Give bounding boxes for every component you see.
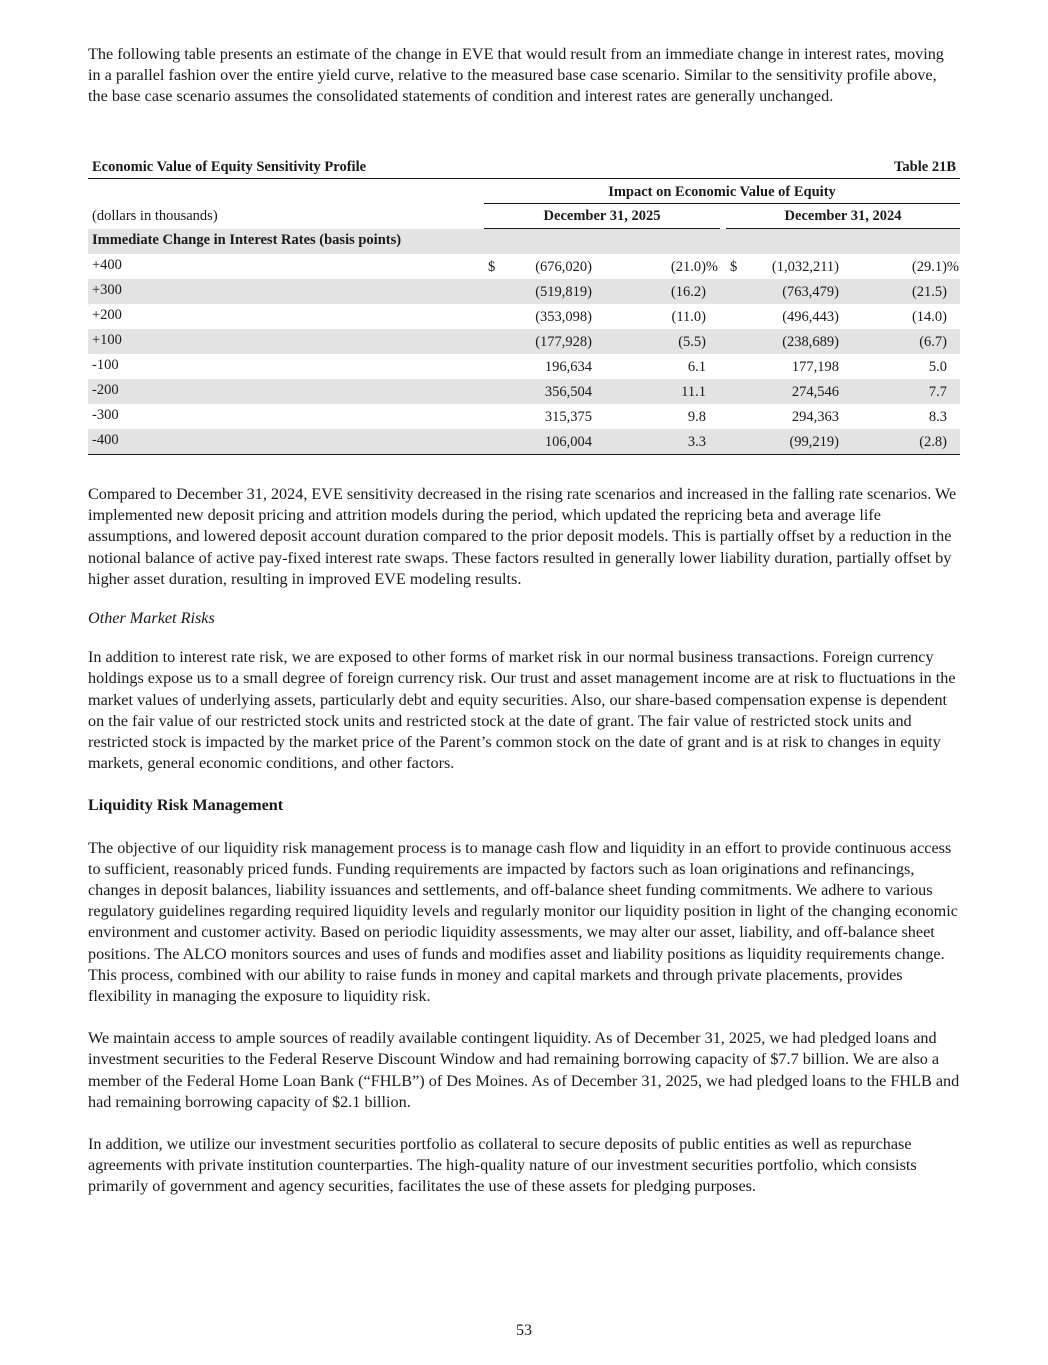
percent-2025: (11.0): [671, 309, 706, 325]
value-2024: (99,219): [789, 434, 839, 450]
paragraph-liquidity-1: The objective of our liquidity risk management process is to manage cash flow and liquidity in an effort to provide continuous access to sufficient, reasonably priced funds. Funding requirements are impacted by factors such as loan originations and refinancings, changes in deposit balances, liability issuances and settlements, and off-balance sheet funding commitments. We adhere to various regulatory guidelines regarding required liquidity levels and regularly monitor our liquidity position in light of the changing economic environment and customer activity. Based on periodic liquidity assessments, we may alter our asset, liability, and off-balance sheet positions. The ALCO monitors sources and uses of funds and modifies asset and liability positions as liquidity requirements change. This process, combined with our ability to raise funds in money and capital markets and through private placements, provides flexibility in managing the exposure to liquidity risk.: [88, 838, 958, 1006]
table-row: [88, 379, 960, 404]
group-header: Impact on Economic Value of Equity: [608, 184, 836, 200]
table-row: [88, 354, 960, 379]
value-2025: (519,819): [535, 284, 592, 300]
table-section-row: [88, 229, 960, 254]
row-label: +400: [92, 257, 122, 273]
row-label: -100: [92, 357, 119, 373]
value-2024: (496,443): [782, 309, 839, 325]
value-2024: 177,198: [791, 359, 839, 375]
table-row: [88, 279, 960, 304]
percent-2025: (16.2): [670, 284, 706, 300]
percent-2024: 5.0: [928, 359, 947, 375]
percent-2025: 6.1: [687, 359, 706, 375]
col-header-2024: December 31, 2024: [784, 208, 902, 224]
value-2025: 356,504: [544, 384, 592, 400]
paragraph-liquidity-2: We maintain access to ample sources of readily available contingent liquidity. As of December 31, 2025, we had pledged loans and investment securities to the Federal Reserve Discount Window and had remaining borrowing capacity of $7.7 billion. We are also a member of the Federal Home Loan Bank (“FHLB”) of Des Moines. As of December 31, 2025, we had pledged loans to the FHLB and had remaining borrowing capacity of $2.1 billion.: [88, 1029, 960, 1111]
row-label: +300: [92, 282, 122, 298]
value-2025: (177,928): [535, 334, 592, 350]
percent-2024: (6.7): [919, 334, 947, 350]
table-row: [88, 329, 960, 354]
percent-2025: (5.5): [678, 334, 706, 350]
body-text: [88, 484, 960, 1198]
page-number: 53: [516, 1322, 532, 1339]
row-label: -400: [92, 432, 119, 448]
col-header-2025: December 31, 2025: [543, 208, 661, 224]
table-row: [88, 429, 960, 454]
percent-2024: 8.3: [928, 409, 947, 425]
percent-2025: (21.0)%: [670, 259, 718, 275]
percent-2024: (2.8): [919, 434, 947, 450]
paragraph-liquidity-3: In addition, we utilize our investment securities portfolio as collateral to secure deposits of public entities as well as repurchase agreements with private institution counterparties. The high-quality nature of our investment securities portfolio, which consists primarily of government and agency securities, facilitates the use of these assets for pledging purposes.: [88, 1135, 917, 1196]
dollar-sign-2025: $: [488, 259, 496, 275]
value-2024: (763,479): [782, 284, 839, 300]
section-label: Immediate Change in Interest Rates (basis points): [92, 232, 402, 248]
liquidity-heading: Liquidity Risk Management: [88, 796, 284, 815]
row-label: +100: [92, 332, 122, 348]
table-row: [88, 404, 960, 429]
units-label: (dollars in thousands): [92, 208, 218, 224]
intro-paragraph: The following table presents an estimate of the change in EVE that would result from an immediate change in interest rates, moving in a parallel fashion over the entire yield curve, relative to the measured base case scenario. Similar to the sensitivity profile above, the base case scenario assumes the consolidated statements of condition and interest rates are generally unchanged.: [88, 45, 944, 106]
table-top-rule: [88, 178, 960, 179]
table-row: [88, 254, 960, 279]
row-label: +200: [92, 307, 122, 323]
row-label: -200: [92, 382, 119, 398]
value-2025: (676,020): [535, 259, 592, 275]
value-2024: 294,363: [791, 409, 839, 425]
percent-2024: 7.7: [928, 384, 947, 400]
group-header-rule: [484, 203, 960, 204]
paragraph-compared: Compared to December 31, 2024, EVE sensitivity decreased in the rising rate scenarios and increased in the falling rate scenarios. We implemented new deposit pricing and attrition models during the period, which updated the repricing beta and average life assumptions, and lowered deposit account duration compared to the prior deposit models. This is partially offset by a reduction in the notional balance of active pay-fixed interest rate swaps. These factors resulted in generally lower liability duration, partially offset by higher asset duration, resulting in improved EVE modeling results.: [88, 485, 957, 588]
value-2024: (1,032,211): [771, 259, 839, 275]
percent-2025: 11.1: [681, 384, 706, 400]
percent-2025: 9.8: [687, 409, 706, 425]
paragraph-other-risks: In addition to interest rate risk, we are exposed to other forms of market risk in our normal business transactions. Foreign currency holdings expose us to a small degree of foreign currency risk. Our trust and asset management income are at risk to fluctuations in the market values of underlying assets, particularly debt and equity securities. Also, our share-based compensation expense is dependent on the fair value of our restricted stock units and restricted stock at the date of grant. The fair value of restricted stock units and restricted stock is impacted by the market price of the Parent’s common stock on the date of grant and is at risk to changes in equity markets, general economic conditions, and other factors.: [88, 648, 956, 773]
other-market-risks-heading: Other Market Risks: [88, 609, 215, 628]
value-2025: (353,098): [535, 309, 592, 325]
value-2024: (238,689): [782, 334, 839, 350]
value-2025: 196,634: [544, 359, 592, 375]
table-bottom-rule: [88, 454, 960, 455]
percent-2025: 3.3: [687, 434, 706, 450]
percent-2024: (21.5): [911, 284, 947, 300]
percent-2024: (29.1)%: [911, 259, 959, 275]
value-2025: 106,004: [544, 434, 592, 450]
row-label: -300: [92, 407, 119, 423]
percent-2024: (14.0): [911, 309, 947, 325]
table-row: [88, 304, 960, 329]
table-id: Table 21B: [894, 159, 956, 175]
table-title-row: [88, 158, 960, 178]
dollar-sign-2024: $: [730, 259, 738, 275]
table-title: Economic Value of Equity Sensitivity Profile: [92, 159, 367, 175]
value-2025: 315,375: [544, 409, 592, 425]
value-2024: 274,546: [791, 384, 839, 400]
